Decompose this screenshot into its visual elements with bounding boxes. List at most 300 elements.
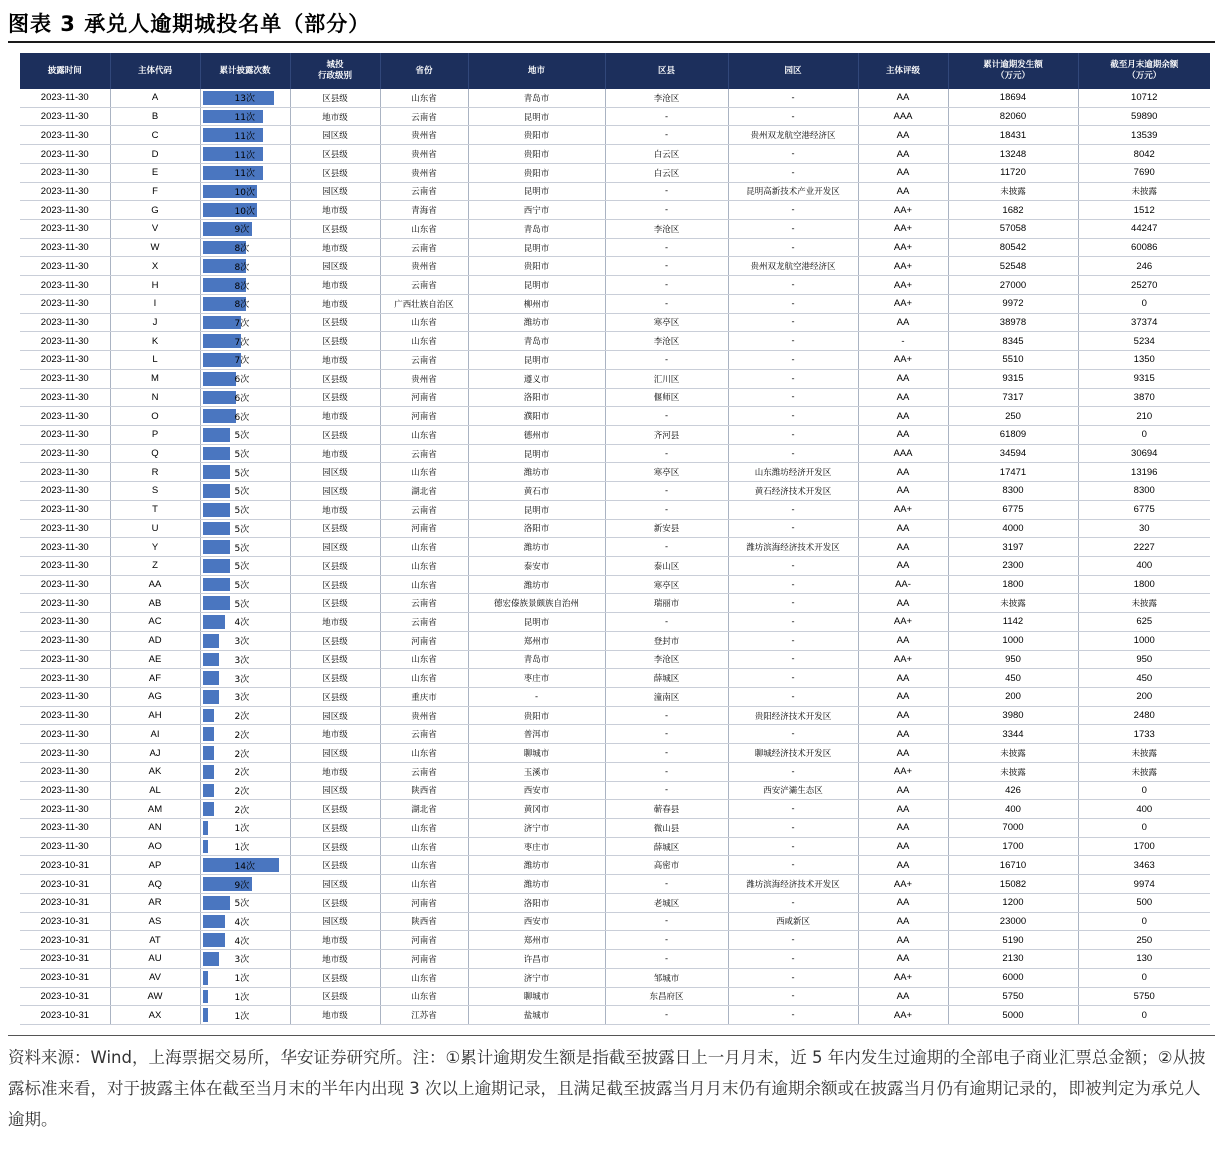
table-cell: 6775 bbox=[948, 500, 1078, 519]
table-cell: 2023-11-30 bbox=[20, 220, 110, 239]
table-cell: 2023-11-30 bbox=[20, 145, 110, 164]
table-cell: AA bbox=[858, 744, 948, 763]
table-cell: 河南省 bbox=[380, 893, 468, 912]
table-cell: 玉溪市 bbox=[468, 762, 605, 781]
table-cell: 园区级 bbox=[290, 482, 380, 501]
table-cell: 57058 bbox=[948, 220, 1078, 239]
table-cell: 区县级 bbox=[290, 519, 380, 538]
table-cell: - bbox=[728, 519, 858, 538]
table-cell: O bbox=[110, 407, 200, 426]
table-cell: 2023-10-31 bbox=[20, 856, 110, 875]
table-cell: 青岛市 bbox=[468, 650, 605, 669]
table-cell: 2023-11-30 bbox=[20, 575, 110, 594]
table-cell: 贵阳市 bbox=[468, 163, 605, 182]
table-cell: N bbox=[110, 388, 200, 407]
count-label: 8次 bbox=[234, 262, 250, 273]
table-cell: 贵州省 bbox=[380, 163, 468, 182]
table-cell: AA bbox=[858, 987, 948, 1006]
table-cell: 200 bbox=[948, 688, 1078, 707]
count-label: 1次 bbox=[234, 992, 250, 1003]
count-label: 14次 bbox=[234, 861, 255, 872]
table-cell: AS bbox=[110, 912, 200, 931]
table-cell: 齐河县 bbox=[605, 425, 728, 444]
disclosure-count-cell bbox=[200, 89, 290, 107]
table-cell: 25270 bbox=[1078, 276, 1210, 295]
table-cell: 山东省 bbox=[380, 875, 468, 894]
table-row bbox=[20, 650, 1210, 669]
table-row bbox=[20, 220, 1210, 239]
table-cell: 2023-10-31 bbox=[20, 1006, 110, 1025]
table-cell: X bbox=[110, 257, 200, 276]
table-cell: AA bbox=[858, 388, 948, 407]
table-cell: 未披露 bbox=[948, 594, 1078, 613]
table-row bbox=[20, 107, 1210, 126]
table-cell: 区县级 bbox=[290, 145, 380, 164]
table-cell: 2023-11-30 bbox=[20, 482, 110, 501]
table-cell: M bbox=[110, 369, 200, 388]
count-label: 5次 bbox=[234, 506, 250, 517]
table-cell: AA bbox=[858, 781, 948, 800]
disclosure-count-cell bbox=[200, 257, 290, 276]
table-cell: AA bbox=[858, 856, 948, 875]
table-cell: 老城区 bbox=[605, 893, 728, 912]
table-cell: 洛阳市 bbox=[468, 893, 605, 912]
table-cell: AA bbox=[858, 463, 948, 482]
table-cell: 云南省 bbox=[380, 107, 468, 126]
table-cell: 许昌市 bbox=[468, 950, 605, 969]
table-cell: 2023-11-30 bbox=[20, 463, 110, 482]
disclosure-count-cell bbox=[200, 613, 290, 632]
table-cell: 2023-11-30 bbox=[20, 819, 110, 838]
count-label: 9次 bbox=[234, 880, 250, 891]
table-cell: 薛城区 bbox=[605, 669, 728, 688]
disclosure-count-cell bbox=[200, 856, 290, 875]
table-cell: 聊城经济技术开发区 bbox=[728, 744, 858, 763]
table-cell: - bbox=[605, 351, 728, 370]
table-cell: - bbox=[728, 276, 858, 295]
table-cell: 2023-11-30 bbox=[20, 238, 110, 257]
table-cell: F bbox=[110, 182, 200, 201]
table-cell: - bbox=[728, 500, 858, 519]
table-cell: 白云区 bbox=[605, 163, 728, 182]
table-cell: 山东省 bbox=[380, 313, 468, 332]
table-cell: 地市级 bbox=[290, 276, 380, 295]
table-cell: - bbox=[605, 706, 728, 725]
table-cell: - bbox=[728, 107, 858, 126]
table-row bbox=[20, 201, 1210, 220]
table-cell: 河南省 bbox=[380, 407, 468, 426]
table-cell: AA bbox=[858, 145, 948, 164]
table-cell: - bbox=[605, 257, 728, 276]
disclosure-count-cell bbox=[200, 968, 290, 987]
table-cell: 云南省 bbox=[380, 351, 468, 370]
table-row bbox=[20, 613, 1210, 632]
table-cell: 2023-11-30 bbox=[20, 519, 110, 538]
table-cell: 1800 bbox=[1078, 575, 1210, 594]
table-cell: 区县级 bbox=[290, 313, 380, 332]
table-cell: 未披露 bbox=[1078, 182, 1210, 201]
table-cell: 湖北省 bbox=[380, 482, 468, 501]
table-cell: 云南省 bbox=[380, 594, 468, 613]
table-cell: 2023-10-31 bbox=[20, 893, 110, 912]
table-cell: 2023-11-30 bbox=[20, 388, 110, 407]
table-cell: 8300 bbox=[948, 482, 1078, 501]
count-label: 7次 bbox=[234, 337, 250, 348]
count-label: 2次 bbox=[234, 805, 250, 816]
table-cell: 贵阳市 bbox=[468, 706, 605, 725]
table-cell: G bbox=[110, 201, 200, 220]
table-cell: 区县级 bbox=[290, 800, 380, 819]
disclosure-count-cell bbox=[200, 631, 290, 650]
count-label: 9次 bbox=[234, 225, 250, 236]
table-cell: - bbox=[605, 407, 728, 426]
table-cell: 15082 bbox=[948, 875, 1078, 894]
table-cell: AC bbox=[110, 613, 200, 632]
table-cell: 新安县 bbox=[605, 519, 728, 538]
table-cell: 地市级 bbox=[290, 762, 380, 781]
table-cell: - bbox=[728, 987, 858, 1006]
table-cell: - bbox=[728, 837, 858, 856]
table-cell: 区县级 bbox=[290, 425, 380, 444]
table-cell: 园区级 bbox=[290, 706, 380, 725]
table-cell: 德宏傣族景颇族自治州 bbox=[468, 594, 605, 613]
table-cell: - bbox=[728, 425, 858, 444]
table-cell: 瑞丽市 bbox=[605, 594, 728, 613]
disclosure-count-cell bbox=[200, 482, 290, 501]
disclosure-count-cell bbox=[200, 351, 290, 370]
table-cell: 山东省 bbox=[380, 425, 468, 444]
table-cell: R bbox=[110, 463, 200, 482]
table-cell: 1350 bbox=[1078, 351, 1210, 370]
count-label: 5次 bbox=[234, 599, 250, 610]
disclosure-count-cell bbox=[200, 837, 290, 856]
table-cell: 西安市 bbox=[468, 912, 605, 931]
table-cell: 昆明市 bbox=[468, 182, 605, 201]
table-cell: 贵州省 bbox=[380, 706, 468, 725]
table-cell: 山东省 bbox=[380, 556, 468, 575]
disclosure-count-cell bbox=[200, 669, 290, 688]
count-label: 8次 bbox=[234, 300, 250, 311]
table-cell: 潍坊市 bbox=[468, 875, 605, 894]
table-cell: 濮阳市 bbox=[468, 407, 605, 426]
table-cell: 3980 bbox=[948, 706, 1078, 725]
table-cell: 23000 bbox=[948, 912, 1078, 931]
table-cell: 950 bbox=[948, 650, 1078, 669]
table-cell: 地市级 bbox=[290, 351, 380, 370]
table-cell: 1700 bbox=[948, 837, 1078, 856]
table-cell: - bbox=[728, 613, 858, 632]
table-cell: 2023-11-30 bbox=[20, 369, 110, 388]
count-label: 5次 bbox=[234, 487, 250, 498]
table-cell: AO bbox=[110, 837, 200, 856]
table-cell: 高密市 bbox=[605, 856, 728, 875]
table-cell: 薛城区 bbox=[605, 837, 728, 856]
table-cell: - bbox=[605, 613, 728, 632]
table-cell: - bbox=[468, 688, 605, 707]
count-label: 1次 bbox=[234, 824, 250, 835]
table-row bbox=[20, 875, 1210, 894]
table-cell: 西咸新区 bbox=[728, 912, 858, 931]
table-cell: T bbox=[110, 500, 200, 519]
table-cell: 云南省 bbox=[380, 500, 468, 519]
table-cell: 2023-11-30 bbox=[20, 800, 110, 819]
table-cell: 426 bbox=[948, 781, 1078, 800]
table-cell: AM bbox=[110, 800, 200, 819]
table-cell: 区县级 bbox=[290, 650, 380, 669]
table-cell: 0 bbox=[1078, 819, 1210, 838]
table-cell: 聊城市 bbox=[468, 744, 605, 763]
table-cell: 云南省 bbox=[380, 725, 468, 744]
table-cell: 云南省 bbox=[380, 182, 468, 201]
table-cell: 6000 bbox=[948, 968, 1078, 987]
table-cell: 4000 bbox=[948, 519, 1078, 538]
disclosure-count-cell bbox=[200, 650, 290, 669]
table-cell: 郑州市 bbox=[468, 631, 605, 650]
table-cell: 青岛市 bbox=[468, 89, 605, 107]
table-cell: AA bbox=[858, 126, 948, 145]
table-cell: - bbox=[605, 182, 728, 201]
table-cell: 34594 bbox=[948, 444, 1078, 463]
table-cell: 西安市 bbox=[468, 781, 605, 800]
source-note: 资料来源：Wind，上海票据交易所，华安证券研究所。注：①累计逾期发生额是指截至披露日上一月月末，近 5 年内发生过逾期的全部电子商业汇票总金额；②从披露标准来看，对于披露主体在截至当月末的半年内出现 3 次以上逾期记录，且满足截至披露当月月末仍有逾期余额或在披露当月仍有逾期记录的，即被判定为承兑人逾期。 bbox=[8, 1048, 1206, 1129]
table-cell: 区县级 bbox=[290, 837, 380, 856]
table-row bbox=[20, 1006, 1210, 1025]
table-cell: AA bbox=[858, 706, 948, 725]
table-cell: B bbox=[110, 107, 200, 126]
table-cell: 5234 bbox=[1078, 332, 1210, 351]
table-cell: 13248 bbox=[948, 145, 1078, 164]
table-cell: 210 bbox=[1078, 407, 1210, 426]
table-cell: 山东省 bbox=[380, 650, 468, 669]
table-cell: 河南省 bbox=[380, 388, 468, 407]
table-cell: 区县级 bbox=[290, 220, 380, 239]
table-cell: - bbox=[728, 931, 858, 950]
table-cell: AA bbox=[858, 725, 948, 744]
table-cell: 地市级 bbox=[290, 107, 380, 126]
disclosure-count-cell bbox=[200, 912, 290, 931]
table-cell: 贵阳市 bbox=[468, 145, 605, 164]
table-cell: 山东省 bbox=[380, 819, 468, 838]
disclosure-count-cell bbox=[200, 575, 290, 594]
table-cell: 250 bbox=[1078, 931, 1210, 950]
table-cell: 云南省 bbox=[380, 238, 468, 257]
table-cell: 2023-10-31 bbox=[20, 987, 110, 1006]
table-cell: - bbox=[858, 332, 948, 351]
table-cell: - bbox=[605, 276, 728, 295]
table-cell: 2023-10-31 bbox=[20, 931, 110, 950]
table-cell: 450 bbox=[948, 669, 1078, 688]
table-cell: 9972 bbox=[948, 294, 1078, 313]
table-cell: AA bbox=[858, 893, 948, 912]
table-cell: AN bbox=[110, 819, 200, 838]
table-cell: H bbox=[110, 276, 200, 295]
table-cell: 9974 bbox=[1078, 875, 1210, 894]
table-cell: 未披露 bbox=[948, 744, 1078, 763]
table-cell: 2023-11-30 bbox=[20, 107, 110, 126]
table-cell: 潼南区 bbox=[605, 688, 728, 707]
disclosure-count-cell bbox=[200, 950, 290, 969]
table-cell: 贵州双龙航空港经济区 bbox=[728, 257, 858, 276]
table-cell: AA bbox=[858, 931, 948, 950]
table-cell: 区县级 bbox=[290, 89, 380, 107]
table-cell: AA+ bbox=[858, 276, 948, 295]
table-cell: 潍坊市 bbox=[468, 463, 605, 482]
count-label: 6次 bbox=[234, 375, 250, 386]
table-row bbox=[20, 294, 1210, 313]
count-label: 5次 bbox=[234, 524, 250, 535]
table-row bbox=[20, 238, 1210, 257]
table-cell: 河南省 bbox=[380, 519, 468, 538]
table-cell: - bbox=[605, 538, 728, 557]
table-cell: 寒亭区 bbox=[605, 463, 728, 482]
table-cell: 地市级 bbox=[290, 238, 380, 257]
table-cell: AA+ bbox=[858, 613, 948, 632]
table-cell: - bbox=[728, 650, 858, 669]
table-cell: - bbox=[728, 1006, 858, 1025]
count-label: 13次 bbox=[234, 94, 255, 105]
table-cell: 2023-10-31 bbox=[20, 912, 110, 931]
table-row bbox=[20, 163, 1210, 182]
table-cell: - bbox=[728, 201, 858, 220]
table-cell: 3870 bbox=[1078, 388, 1210, 407]
table-cell: 东昌府区 bbox=[605, 987, 728, 1006]
table-cell: 2023-11-30 bbox=[20, 276, 110, 295]
table-cell: 区县级 bbox=[290, 968, 380, 987]
table-cell: 山东省 bbox=[380, 744, 468, 763]
table-cell: V bbox=[110, 220, 200, 239]
table-cell: U bbox=[110, 519, 200, 538]
table-cell: 贵阳经济技术开发区 bbox=[728, 706, 858, 725]
disclosure-count-cell bbox=[200, 444, 290, 463]
table-cell: AA bbox=[858, 631, 948, 650]
table-cell: 200 bbox=[1078, 688, 1210, 707]
table-cell: - bbox=[728, 575, 858, 594]
table-cell: 泰山区 bbox=[605, 556, 728, 575]
table-cell: 泰安市 bbox=[468, 556, 605, 575]
table-cell: 5190 bbox=[948, 931, 1078, 950]
table-cell: 37374 bbox=[1078, 313, 1210, 332]
table-cell: 云南省 bbox=[380, 613, 468, 632]
table-cell: 河南省 bbox=[380, 931, 468, 950]
table-cell: 400 bbox=[948, 800, 1078, 819]
table-cell: AD bbox=[110, 631, 200, 650]
table-cell: 山东潍坊经济开发区 bbox=[728, 463, 858, 482]
column-header: 主体代码 bbox=[110, 53, 200, 89]
table-cell: 普洱市 bbox=[468, 725, 605, 744]
table-row bbox=[20, 575, 1210, 594]
table-cell: AA+ bbox=[858, 650, 948, 669]
table-cell: - bbox=[605, 781, 728, 800]
table-cell: - bbox=[605, 482, 728, 501]
table-cell: 区县级 bbox=[290, 575, 380, 594]
table-cell: 1000 bbox=[1078, 631, 1210, 650]
column-header: 截至月末逾期余额 （万元） bbox=[1078, 53, 1210, 89]
table-cell: 2023-11-30 bbox=[20, 257, 110, 276]
table-cell: - bbox=[728, 89, 858, 107]
table-row bbox=[20, 968, 1210, 987]
disclosure-count-cell bbox=[200, 538, 290, 557]
table-cell: AAA bbox=[858, 444, 948, 463]
table-cell: 园区级 bbox=[290, 126, 380, 145]
table-cell: 园区级 bbox=[290, 912, 380, 931]
table-cell: 2023-11-30 bbox=[20, 126, 110, 145]
table-cell: 1700 bbox=[1078, 837, 1210, 856]
table-row bbox=[20, 126, 1210, 145]
table-cell: 邹城市 bbox=[605, 968, 728, 987]
table-cell: 2023-11-30 bbox=[20, 313, 110, 332]
table-cell: AK bbox=[110, 762, 200, 781]
table-row bbox=[20, 631, 1210, 650]
table-cell: 9315 bbox=[948, 369, 1078, 388]
table-cell: 7690 bbox=[1078, 163, 1210, 182]
table-cell: 陕西省 bbox=[380, 912, 468, 931]
count-label: 7次 bbox=[234, 356, 250, 367]
table-row bbox=[20, 893, 1210, 912]
table-cell: 未披露 bbox=[1078, 594, 1210, 613]
table-cell: 区县级 bbox=[290, 669, 380, 688]
table-cell: - bbox=[728, 556, 858, 575]
table-cell: J bbox=[110, 313, 200, 332]
table-cell: AA bbox=[858, 369, 948, 388]
table-cell: 地市级 bbox=[290, 725, 380, 744]
table-cell: 2023-11-30 bbox=[20, 351, 110, 370]
table-cell: 2023-11-30 bbox=[20, 556, 110, 575]
table-row bbox=[20, 556, 1210, 575]
table-cell: 80542 bbox=[948, 238, 1078, 257]
table-cell: 18431 bbox=[948, 126, 1078, 145]
table-cell: AA+ bbox=[858, 968, 948, 987]
table-cell: 30694 bbox=[1078, 444, 1210, 463]
table-cell: AA bbox=[858, 407, 948, 426]
table-cell: 2023-11-30 bbox=[20, 744, 110, 763]
table-cell: C bbox=[110, 126, 200, 145]
table-cell: 5750 bbox=[948, 987, 1078, 1006]
table-cell: AA bbox=[858, 837, 948, 856]
count-label: 8次 bbox=[234, 281, 250, 292]
table-cell: - bbox=[728, 163, 858, 182]
table-row bbox=[20, 744, 1210, 763]
column-header: 披露时间 bbox=[20, 53, 110, 89]
table-cell: 枣庄市 bbox=[468, 669, 605, 688]
table-row bbox=[20, 519, 1210, 538]
table-cell: Q bbox=[110, 444, 200, 463]
table-cell: AX bbox=[110, 1006, 200, 1025]
table-cell: 2023-11-30 bbox=[20, 182, 110, 201]
table-cell: 洛阳市 bbox=[468, 519, 605, 538]
table-cell: - bbox=[605, 444, 728, 463]
table-cell: 2023-11-30 bbox=[20, 444, 110, 463]
figure-title: 图表 3 承兑人逾期城投名单（部分） bbox=[8, 12, 371, 36]
disclosure-count-cell bbox=[200, 126, 290, 145]
table-cell: 区县级 bbox=[290, 369, 380, 388]
table-cell: 2227 bbox=[1078, 538, 1210, 557]
disclosure-count-cell bbox=[200, 463, 290, 482]
table-cell: AF bbox=[110, 669, 200, 688]
table-cell: - bbox=[728, 332, 858, 351]
table-cell: 2023-11-30 bbox=[20, 613, 110, 632]
table-cell: 1142 bbox=[948, 613, 1078, 632]
table-cell: 偃师区 bbox=[605, 388, 728, 407]
table-cell: AB bbox=[110, 594, 200, 613]
table-cell: - bbox=[728, 688, 858, 707]
count-label: 2次 bbox=[234, 768, 250, 779]
table-cell: 0 bbox=[1078, 294, 1210, 313]
table-cell: 江苏省 bbox=[380, 1006, 468, 1025]
disclosure-count-cell bbox=[200, 294, 290, 313]
table-cell: 500 bbox=[1078, 893, 1210, 912]
disclosure-count-cell bbox=[200, 762, 290, 781]
bottom-divider bbox=[8, 1035, 1215, 1036]
